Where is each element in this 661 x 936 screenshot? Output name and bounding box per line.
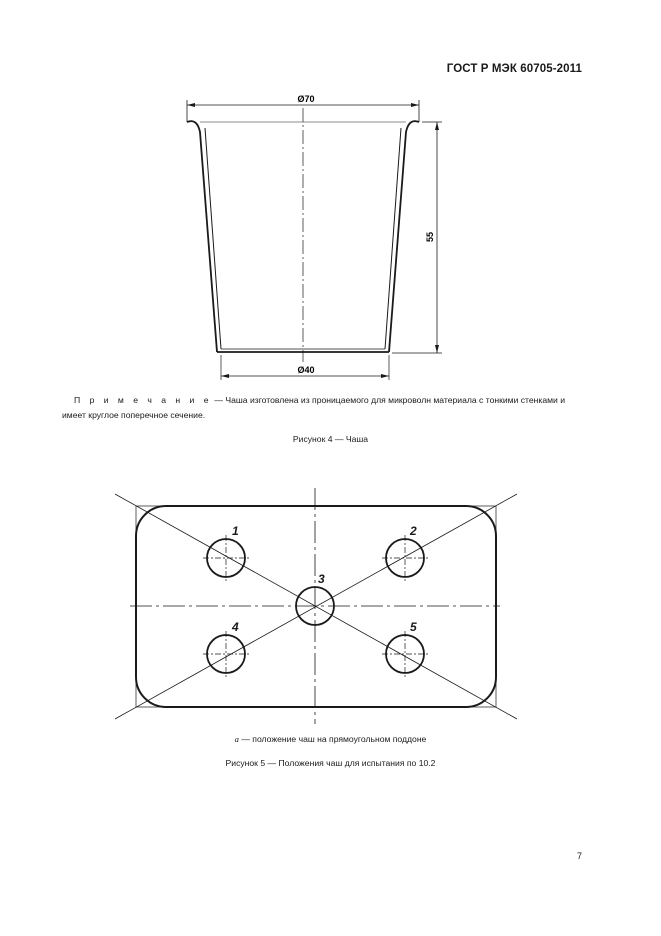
position-label-5: 5 xyxy=(410,620,417,634)
dim-arrow xyxy=(435,122,439,130)
standard-header: ГОСТ Р МЭК 60705-2011 xyxy=(446,63,582,75)
dim-height-label: 55 xyxy=(425,231,435,243)
figure-4-note xyxy=(62,393,582,423)
legend-text: — положение чаш на прямоугольном поддоне xyxy=(238,734,427,744)
position-label-3: 3 xyxy=(318,572,325,586)
position-label-1: 1 xyxy=(232,524,239,538)
position-label-2: 2 xyxy=(410,524,417,538)
figure-4-caption: Рисунок 4 — Чаша xyxy=(292,434,369,444)
note-text-line1: — Чаша изготовлена из проницаемого для микроволн материала с тонкими стенками и xyxy=(212,395,566,405)
legend-letter: a xyxy=(234,734,239,744)
figure-5-legend xyxy=(0,734,661,744)
figure-5-caption: Рисунок 5 — Положения чаш для испытания по 10.2 xyxy=(225,758,436,768)
dim-bottom-label: Ø40 xyxy=(297,365,315,375)
page-number: 7 xyxy=(576,851,582,861)
dim-arrow xyxy=(221,374,229,378)
dim-arrow xyxy=(411,103,419,107)
note-label: П р и м е ч а н и е xyxy=(74,395,213,405)
figure-5-tray-drawing xyxy=(0,470,661,730)
figure-4-bowl-drawing xyxy=(0,0,661,400)
position-label-4: 4 xyxy=(232,620,239,634)
note-text-line2: имеет круглое поперечное сечение. xyxy=(62,410,206,420)
dim-arrow xyxy=(435,345,439,353)
dim-arrow xyxy=(187,103,195,107)
dim-arrow xyxy=(381,374,389,378)
dim-top-label: Ø70 xyxy=(297,94,315,104)
